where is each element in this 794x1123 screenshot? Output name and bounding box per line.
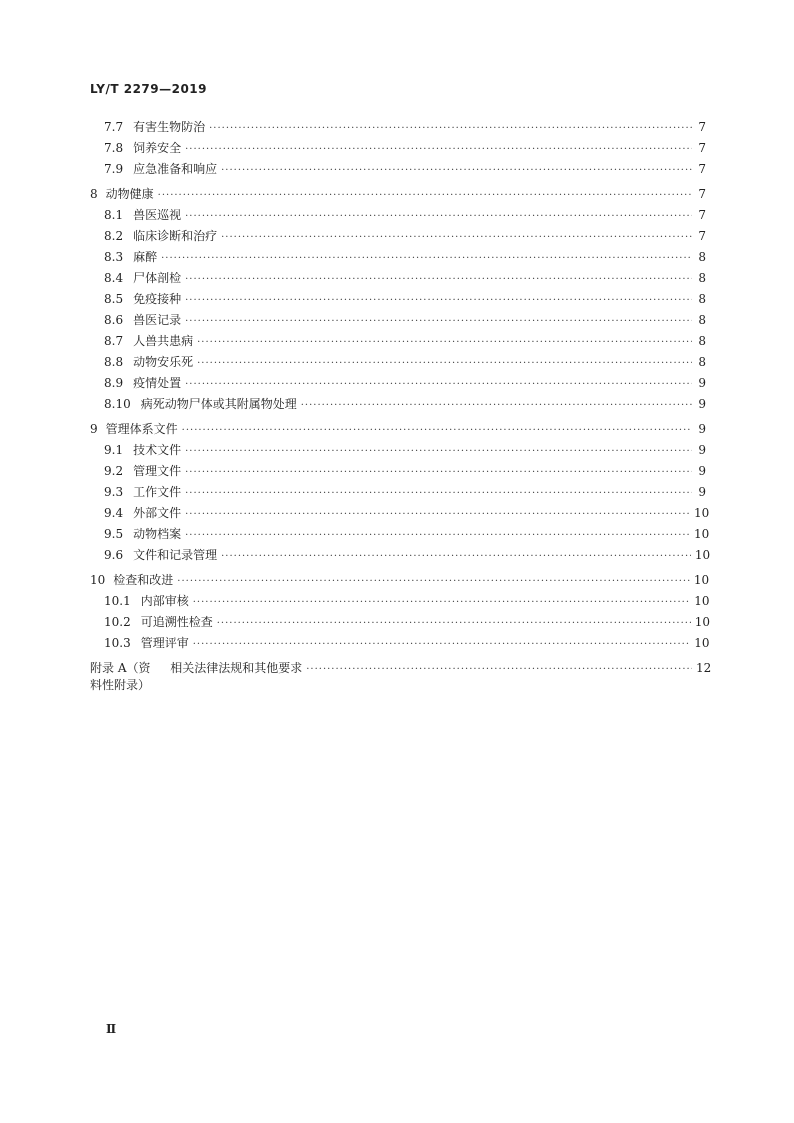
toc-entry-page: 7 — [698, 120, 706, 134]
dot-leader — [185, 295, 692, 306]
toc-entry-number: 8.8 — [104, 355, 124, 369]
toc-entry[interactable] — [90, 567, 710, 592]
toc-entry-number: 8 — [90, 187, 98, 201]
toc-entry[interactable] — [90, 353, 706, 374]
dot-leader — [221, 165, 692, 176]
toc-entry-number: 7.8 — [104, 141, 124, 155]
toc-entry[interactable] — [90, 483, 706, 504]
toc-entry[interactable] — [90, 160, 706, 181]
dot-leader — [185, 316, 692, 327]
toc-entry-page: 7 — [698, 208, 706, 222]
dot-leader — [221, 232, 692, 243]
toc-entry-number: 8.2 — [104, 229, 124, 243]
toc-entry-number: 8.4 — [104, 271, 124, 285]
toc-entry-page: 9 — [698, 422, 706, 436]
toc-entry-page: 8 — [698, 292, 706, 306]
toc-entry[interactable] — [90, 655, 712, 692]
toc-entry[interactable] — [90, 269, 706, 290]
toc-entry[interactable] — [90, 311, 706, 332]
toc-entry-number: 10.2 — [104, 615, 131, 629]
toc-entry-number: 9.1 — [104, 443, 124, 457]
toc-entry-title: 临床诊断和治疗 — [133, 229, 218, 243]
toc-entry-number: 7.7 — [104, 120, 124, 134]
toc-entry-title: 兽医巡视 — [133, 208, 182, 222]
dot-leader — [197, 358, 692, 369]
toc-entry-title: 内部审核 — [140, 594, 189, 608]
toc-entry-title: 文件和记录管理 — [133, 548, 218, 562]
toc-entry-page: 10 — [694, 506, 710, 520]
toc-entry-number: 8.1 — [104, 208, 124, 222]
toc-entry-number: 7.9 — [104, 162, 124, 176]
toc-entry-page: 12 — [696, 661, 712, 675]
toc-entry-page: 10 — [694, 548, 711, 562]
toc-entry-number: 8.3 — [104, 250, 124, 264]
dot-leader — [209, 123, 692, 134]
toc-entry-number: 附录 A（资料性附录） — [90, 661, 151, 692]
toc-entry[interactable] — [90, 504, 710, 525]
toc-entry[interactable] — [90, 181, 706, 206]
dot-leader — [185, 530, 690, 541]
dot-leader — [185, 274, 692, 285]
toc-entry[interactable] — [90, 248, 706, 269]
toc-entry-page: 10 — [694, 636, 710, 650]
toc-entry-number: 9.6 — [104, 548, 124, 562]
toc-entry[interactable] — [90, 118, 706, 139]
toc-entry-number: 8.6 — [104, 313, 124, 327]
standard-code: LY/T 2279—2019 — [90, 82, 208, 96]
toc-entry-title: 动物安乐死 — [133, 355, 194, 369]
toc-entry[interactable] — [90, 227, 706, 248]
toc-entry-page: 7 — [698, 141, 706, 155]
toc-entry[interactable] — [90, 592, 710, 613]
toc-entry-title: 有害生物防治 — [133, 120, 206, 134]
dot-leader — [185, 379, 692, 390]
toc-entry[interactable] — [90, 441, 706, 462]
toc-entry-page: 10 — [694, 615, 711, 629]
toc-entry[interactable] — [90, 332, 706, 353]
toc-entry-title: 应急准备和响应 — [133, 162, 218, 176]
toc-entry-page: 9 — [698, 397, 706, 411]
toc-entry[interactable] — [90, 374, 706, 395]
toc-entry-number: 9.4 — [104, 506, 124, 520]
toc-entry-page: 8 — [698, 313, 706, 327]
toc-entry-number: 10 — [90, 573, 106, 587]
toc-entry-number: 9 — [90, 422, 98, 436]
table-of-contents — [90, 118, 712, 692]
dot-leader — [221, 551, 691, 562]
toc-entry-title: 管理文件 — [133, 464, 182, 478]
toc-entry-title: 疫情处置 — [133, 376, 182, 390]
toc-entry-page: 8 — [698, 271, 706, 285]
dot-leader — [185, 144, 692, 155]
toc-entry[interactable] — [90, 139, 706, 160]
toc-entry-title: 兽医记录 — [133, 313, 182, 327]
toc-entry-page: 7 — [698, 162, 706, 176]
toc-entry-title: 动物健康 — [105, 187, 154, 201]
toc-entry-number: 9.2 — [104, 464, 124, 478]
toc-entry-page: 9 — [698, 443, 706, 457]
dot-leader — [182, 425, 692, 436]
toc-entry-page: 8 — [698, 355, 706, 369]
toc-entry-page: 7 — [698, 229, 706, 243]
toc-entry-number: 10.1 — [104, 594, 131, 608]
toc-entry-number: 9.5 — [104, 527, 124, 541]
toc-entry[interactable] — [90, 416, 706, 441]
toc-entry-title: 动物档案 — [133, 527, 182, 541]
toc-entry-title: 麻醉 — [133, 250, 158, 264]
toc-entry-title: 病死动物尸体或其附属物处理 — [140, 397, 297, 411]
toc-entry[interactable] — [90, 290, 706, 311]
toc-entry[interactable] — [90, 546, 711, 567]
dot-leader — [185, 488, 692, 499]
toc-entry-title: 管理评审 — [140, 636, 189, 650]
toc-entry-title: 相关法律法规和其他要求 — [170, 661, 303, 675]
toc-entry-page: 9 — [698, 485, 706, 499]
toc-entry[interactable] — [90, 613, 711, 634]
toc-entry-page: 9 — [698, 376, 706, 390]
toc-entry-page: 8 — [698, 334, 706, 348]
toc-entry-title: 可追溯性检查 — [140, 615, 213, 629]
toc-entry[interactable] — [90, 206, 706, 227]
dot-leader — [185, 467, 692, 478]
toc-entry-title: 管理体系文件 — [105, 422, 178, 436]
toc-entry-number: 9.3 — [104, 485, 124, 499]
toc-entry-title: 外部文件 — [133, 506, 182, 520]
dot-leader — [185, 211, 692, 222]
toc-entry-title: 人兽共患病 — [133, 334, 194, 348]
page-number: Ⅱ — [106, 1022, 117, 1036]
toc-entry-number: 8.10 — [104, 397, 131, 411]
dot-leader — [197, 337, 692, 348]
dot-leader — [306, 664, 692, 675]
dot-leader — [193, 639, 690, 650]
toc-entry-number: 8.9 — [104, 376, 124, 390]
toc-entry-number: 8.7 — [104, 334, 124, 348]
toc-entry-page: 8 — [698, 250, 706, 264]
dot-leader — [161, 253, 692, 264]
dot-leader — [177, 576, 690, 587]
toc-entry-number: 8.5 — [104, 292, 124, 306]
dot-leader — [185, 446, 692, 457]
dot-leader — [301, 400, 692, 411]
toc-entry-title: 饲养安全 — [133, 141, 182, 155]
dot-leader — [193, 597, 690, 608]
toc-entry-number: 10.3 — [104, 636, 131, 650]
toc-entry-title: 尸体剖检 — [133, 271, 182, 285]
toc-entry[interactable] — [90, 525, 710, 546]
toc-entry-title: 检查和改进 — [113, 573, 174, 587]
toc-entry[interactable] — [90, 395, 706, 416]
toc-entry[interactable] — [90, 634, 710, 655]
toc-entry-title: 工作文件 — [133, 485, 182, 499]
toc-entry-page: 10 — [694, 527, 710, 541]
toc-entry[interactable] — [90, 462, 706, 483]
dot-leader — [217, 618, 691, 629]
dot-leader — [158, 190, 692, 201]
toc-entry-page: 10 — [694, 594, 710, 608]
toc-entry-page: 7 — [698, 187, 706, 201]
dot-leader — [185, 509, 690, 520]
toc-entry-page: 10 — [693, 573, 710, 587]
toc-entry-title: 免疫接种 — [133, 292, 182, 306]
toc-entry-page: 9 — [698, 464, 706, 478]
toc-entry-title: 技术文件 — [133, 443, 182, 457]
